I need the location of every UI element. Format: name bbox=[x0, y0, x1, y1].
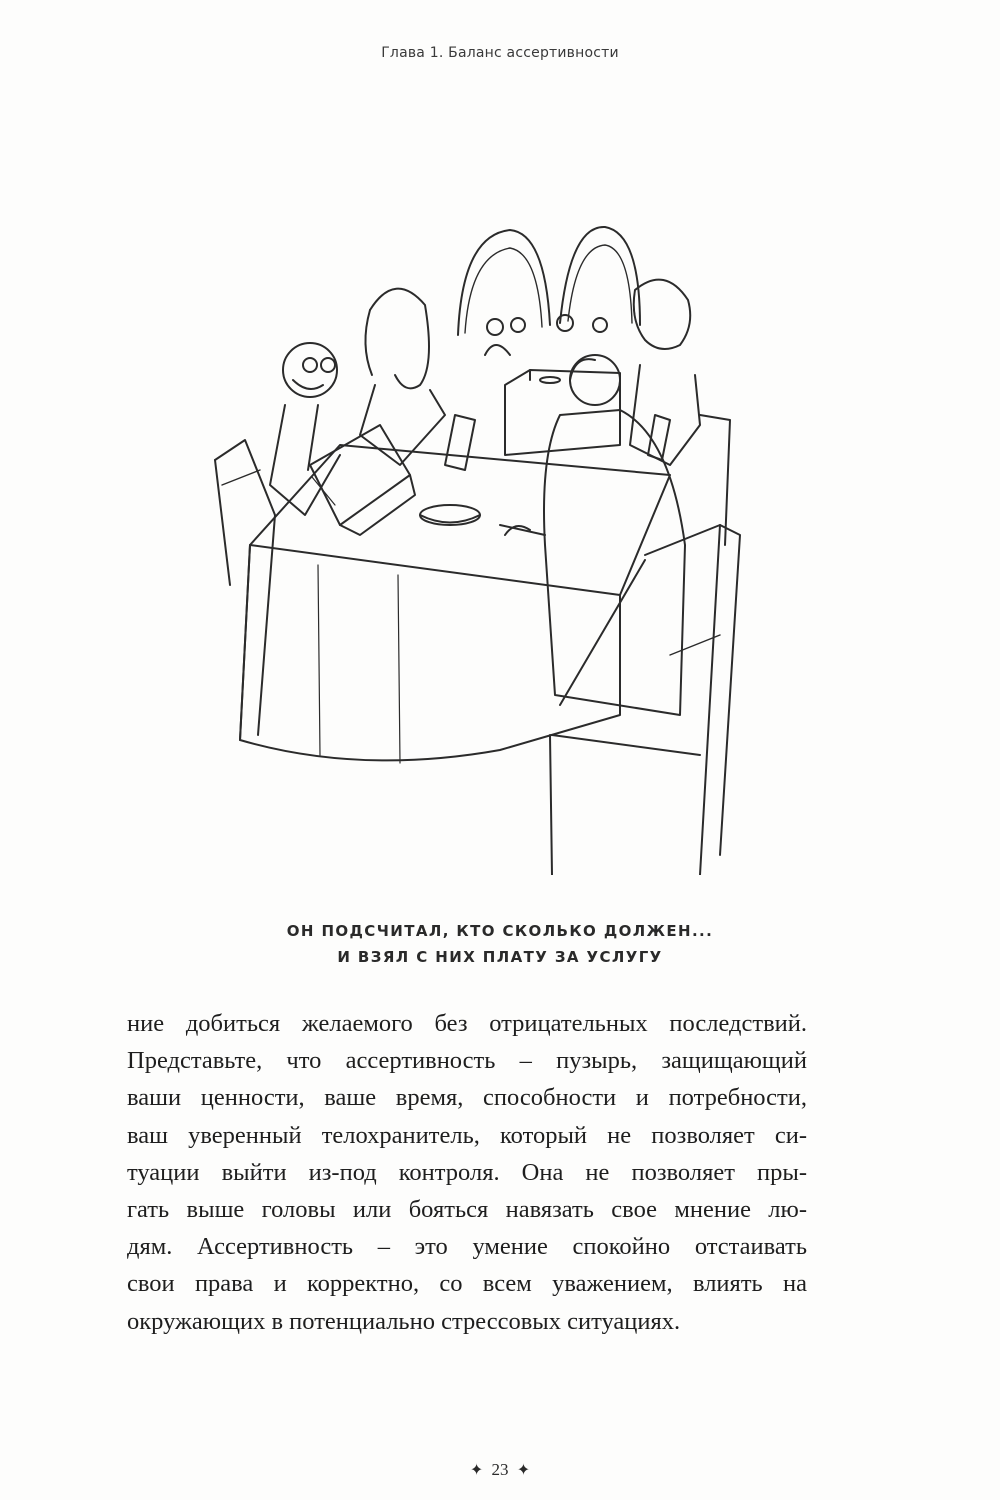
caption-line-2: И ВЗЯЛ С НИХ ПЛАТУ ЗА УСЛУГУ bbox=[337, 948, 663, 966]
text-line: дям. Ассертивность – это умение спокойно отстаивать bbox=[127, 1233, 807, 1261]
illustration-caption bbox=[0, 918, 1000, 970]
text-line: свои права и корректно, со всем уважением, влиять на bbox=[127, 1270, 807, 1298]
text-line: окружающих в потенциально стрессовых ситуациях. bbox=[127, 1307, 681, 1335]
page-number-value: 23 bbox=[491, 1460, 509, 1479]
text-line: ваш уверенный телохранитель, который не позволяет си- bbox=[127, 1121, 807, 1149]
text-line: ваши ценности, ваше время, способности и потребности, bbox=[127, 1084, 807, 1112]
text-line: Представьте, что ассертивность – пузырь, защищающий bbox=[127, 1047, 807, 1075]
star-ornament-icon: ✦ bbox=[516, 1462, 531, 1479]
text-line: гать выше головы или бояться навязать свое мнение лю- bbox=[127, 1196, 807, 1224]
page-number bbox=[0, 1460, 1000, 1480]
star-ornament-icon: ✦ bbox=[469, 1462, 484, 1479]
text-line: туации выйти из-под контроля. Она не позволяет пры- bbox=[127, 1158, 807, 1186]
cartoon-illustration bbox=[200, 215, 760, 875]
running-head: Глава 1. Баланс ассертивности bbox=[381, 45, 619, 61]
text-line: ние добиться желаемого без отрицательных последствий. bbox=[127, 1010, 807, 1037]
caption-line-1: ОН ПОДСЧИТАЛ, КТО СКОЛЬКО ДОЛЖЕН... bbox=[286, 922, 714, 940]
body-paragraph bbox=[127, 1005, 807, 1340]
